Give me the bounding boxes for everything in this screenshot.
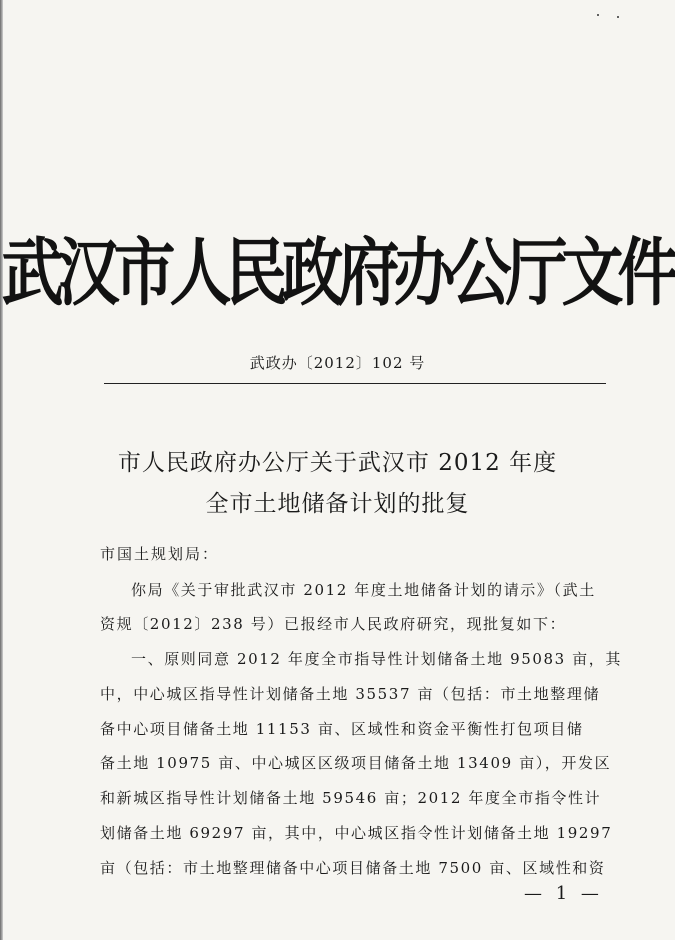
body-line: 亩（包括：市土地整理储备中心项目储备土地 7500 亩、区域性和资 bbox=[100, 859, 606, 877]
document-title-line-2: 全市土地储备计划的批复 bbox=[205, 491, 470, 517]
body-line: 中，中心城区指导性计划储备土地 35537 亩（包括：市土地整理储 bbox=[100, 685, 601, 703]
scan-speck bbox=[617, 16, 619, 18]
body-line: 备中心项目储备土地 11153 亩、区域性和资金平衡性打包项目储 bbox=[100, 720, 584, 738]
body-line: 和新城区指导性计划储备土地 59546 亩；2012 年度全市指令性计 bbox=[100, 789, 602, 807]
header-title: 武汉市人民政府办公厅文件 bbox=[1, 229, 674, 316]
body-line: 资规〔2012〕238 号）已报经市人民政府研究，现批复如下： bbox=[100, 615, 567, 633]
page-number: — 1 — bbox=[524, 883, 603, 904]
document-title-line-1: 市人民政府办公厅关于武汉市 2012 年度 bbox=[117, 450, 558, 476]
scan-speck bbox=[597, 14, 599, 16]
addressee: 市国土规划局： bbox=[100, 545, 220, 563]
header-divider bbox=[104, 383, 606, 384]
body-line: 备土地 10975 亩、中心城区区级项目储备土地 13409 亩），开发区 bbox=[100, 754, 612, 772]
document-number: 武政办〔2012〕102 号 bbox=[249, 354, 426, 372]
body-line: 划储备土地 69297 亩，其中，中心城区指令性计划储备土地 19297 bbox=[100, 824, 613, 842]
body-line: 一、原则同意 2012 年度全市指导性计划储备土地 95083 亩，其 bbox=[131, 650, 622, 668]
body-line: 你局《关于审批武汉市 2012 年度土地储备计划的请示》（武土 bbox=[131, 581, 596, 599]
